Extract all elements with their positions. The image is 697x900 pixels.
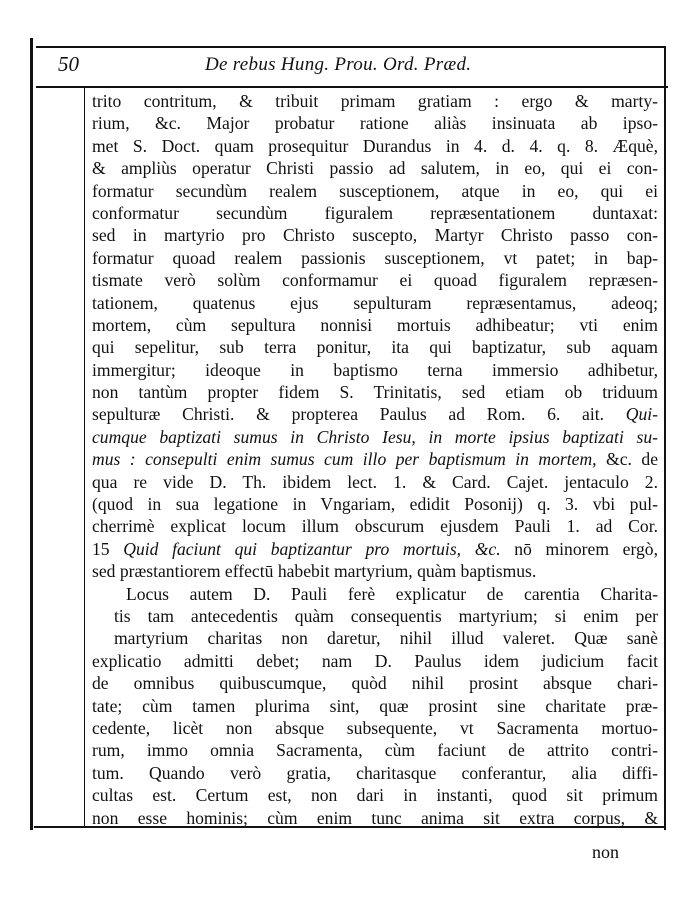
text-line: explicatio admitti debet; nam D. Paulus idem judicium facit xyxy=(92,650,658,671)
page-header xyxy=(0,52,697,86)
text-line: (quod in sua legatione in Vngariam, edidit Posonij) q. 3. vbi pul- xyxy=(92,494,658,515)
page-number: 50 xyxy=(58,52,79,76)
top-rule xyxy=(36,46,666,48)
text-line: & ampliùs operatur Christi passio ad salutem, in eo, qui ei con- xyxy=(92,158,658,179)
text-line: tismate verò solùm conformamur ei quoad figuralem repræsen- xyxy=(92,270,658,291)
text-line: trito contritum, & tribuit primam gratiam : ergo & marty- xyxy=(92,91,658,111)
text-line: tate; cùm tamen plurima sint, quæ prosint sine charitate præ- xyxy=(92,695,658,716)
body-text xyxy=(92,90,658,829)
text-line: rum, immo omnia Sacramenta, cùm faciunt de attrito contri- xyxy=(92,740,658,761)
text-line: non esse hominis; cùm enim tunc anima sit extra corpus, & xyxy=(92,807,658,828)
text-line: non tantùm propter fidem S. Trinitatis, sed etiam ob triduum xyxy=(92,382,658,403)
text-line: formatur secundùm realem susceptionem, atque in eo, qui ei xyxy=(92,180,658,201)
text-line: martyrium charitas non daretur, nihil illud valeret. Quæ sanè xyxy=(114,628,658,649)
text-line: cultas est. Certum est, non dari in instanti, quod sit primum xyxy=(92,785,658,806)
text-line: formatur quoad realem passionis susceptionem, vt patet; in bap- xyxy=(92,247,658,268)
running-title: De rebus Hung. Prou. Ord. Præd. xyxy=(205,54,472,75)
text-line: tum. Quando verò gratia, charitasque conferantur, alia diffi- xyxy=(92,762,658,783)
text-line: qua re vide D. Th. ibidem lect. 1. & Card. Cajet. jentaculo 2. xyxy=(92,471,658,492)
right-frame-rule xyxy=(664,46,666,830)
text-line: cedente, licèt non absque subsequente, vt Sacramenta mortuo- xyxy=(92,717,658,738)
text-line: met S. Doct. quam prosequitur Durandus in 4. d. 4. q. 8. Æquè, xyxy=(92,135,658,156)
text-line: tationem, quatenus ejus sepulturam repræsentamus, adeoq; xyxy=(92,292,658,313)
text-line: mus : consepulti enim sumus cum illo per baptismum in mortem, &c. de xyxy=(92,449,658,470)
text-line: mortem, cùm sepultura nonnisi mortuis adhibeatur; vti enim xyxy=(92,314,658,335)
text-line: conformatur secundùm figuralem repræsentationem duntaxat: xyxy=(92,202,658,223)
text-line: de omnibus quibuscumque, quòd nihil prosint absque chari- xyxy=(92,673,658,694)
text-line: tis tam antecedentis quàm consequentis martyrium; si enim per xyxy=(114,605,658,626)
left-frame-rule xyxy=(30,38,33,830)
text-line: 15 Quid faciunt qui baptizantur pro mortuis, &c. nō minorem ergò, xyxy=(92,538,658,559)
text-line: sed præstantiorem effectū habebit martyrium, quàm baptismus. xyxy=(92,561,537,582)
left-inner-rule xyxy=(84,88,85,828)
text-line: immergitur; ideoque in baptismo terna immersio adhibetur, xyxy=(92,359,658,380)
text-line: Locus autem D. Pauli ferè explicatur de carentia Charita- xyxy=(126,583,658,604)
catchword: non xyxy=(592,842,619,862)
text-line: cherrimè explicat locum illum obscurum ejusdem Pauli 1. ad Cor. xyxy=(92,516,658,537)
text-line: cumque baptizati sumus in Christo Iesu, in morte ipsius baptizati su- xyxy=(92,426,658,447)
header-rule xyxy=(36,86,668,88)
text-line: sepulturæ Christi. & propterea Paulus ad Rom. 6. ait. Qui- xyxy=(92,404,658,425)
text-line: qui sepelitur, sub terra ponitur, ita qui baptizatur, sub aquam xyxy=(92,337,658,358)
text-line: rium, &c. Major probatur ratione aliàs insinuata ab ipso- xyxy=(92,113,658,134)
text-line: sed in martyrio pro Christo suscepto, Martyr Christo passo con- xyxy=(92,225,658,246)
